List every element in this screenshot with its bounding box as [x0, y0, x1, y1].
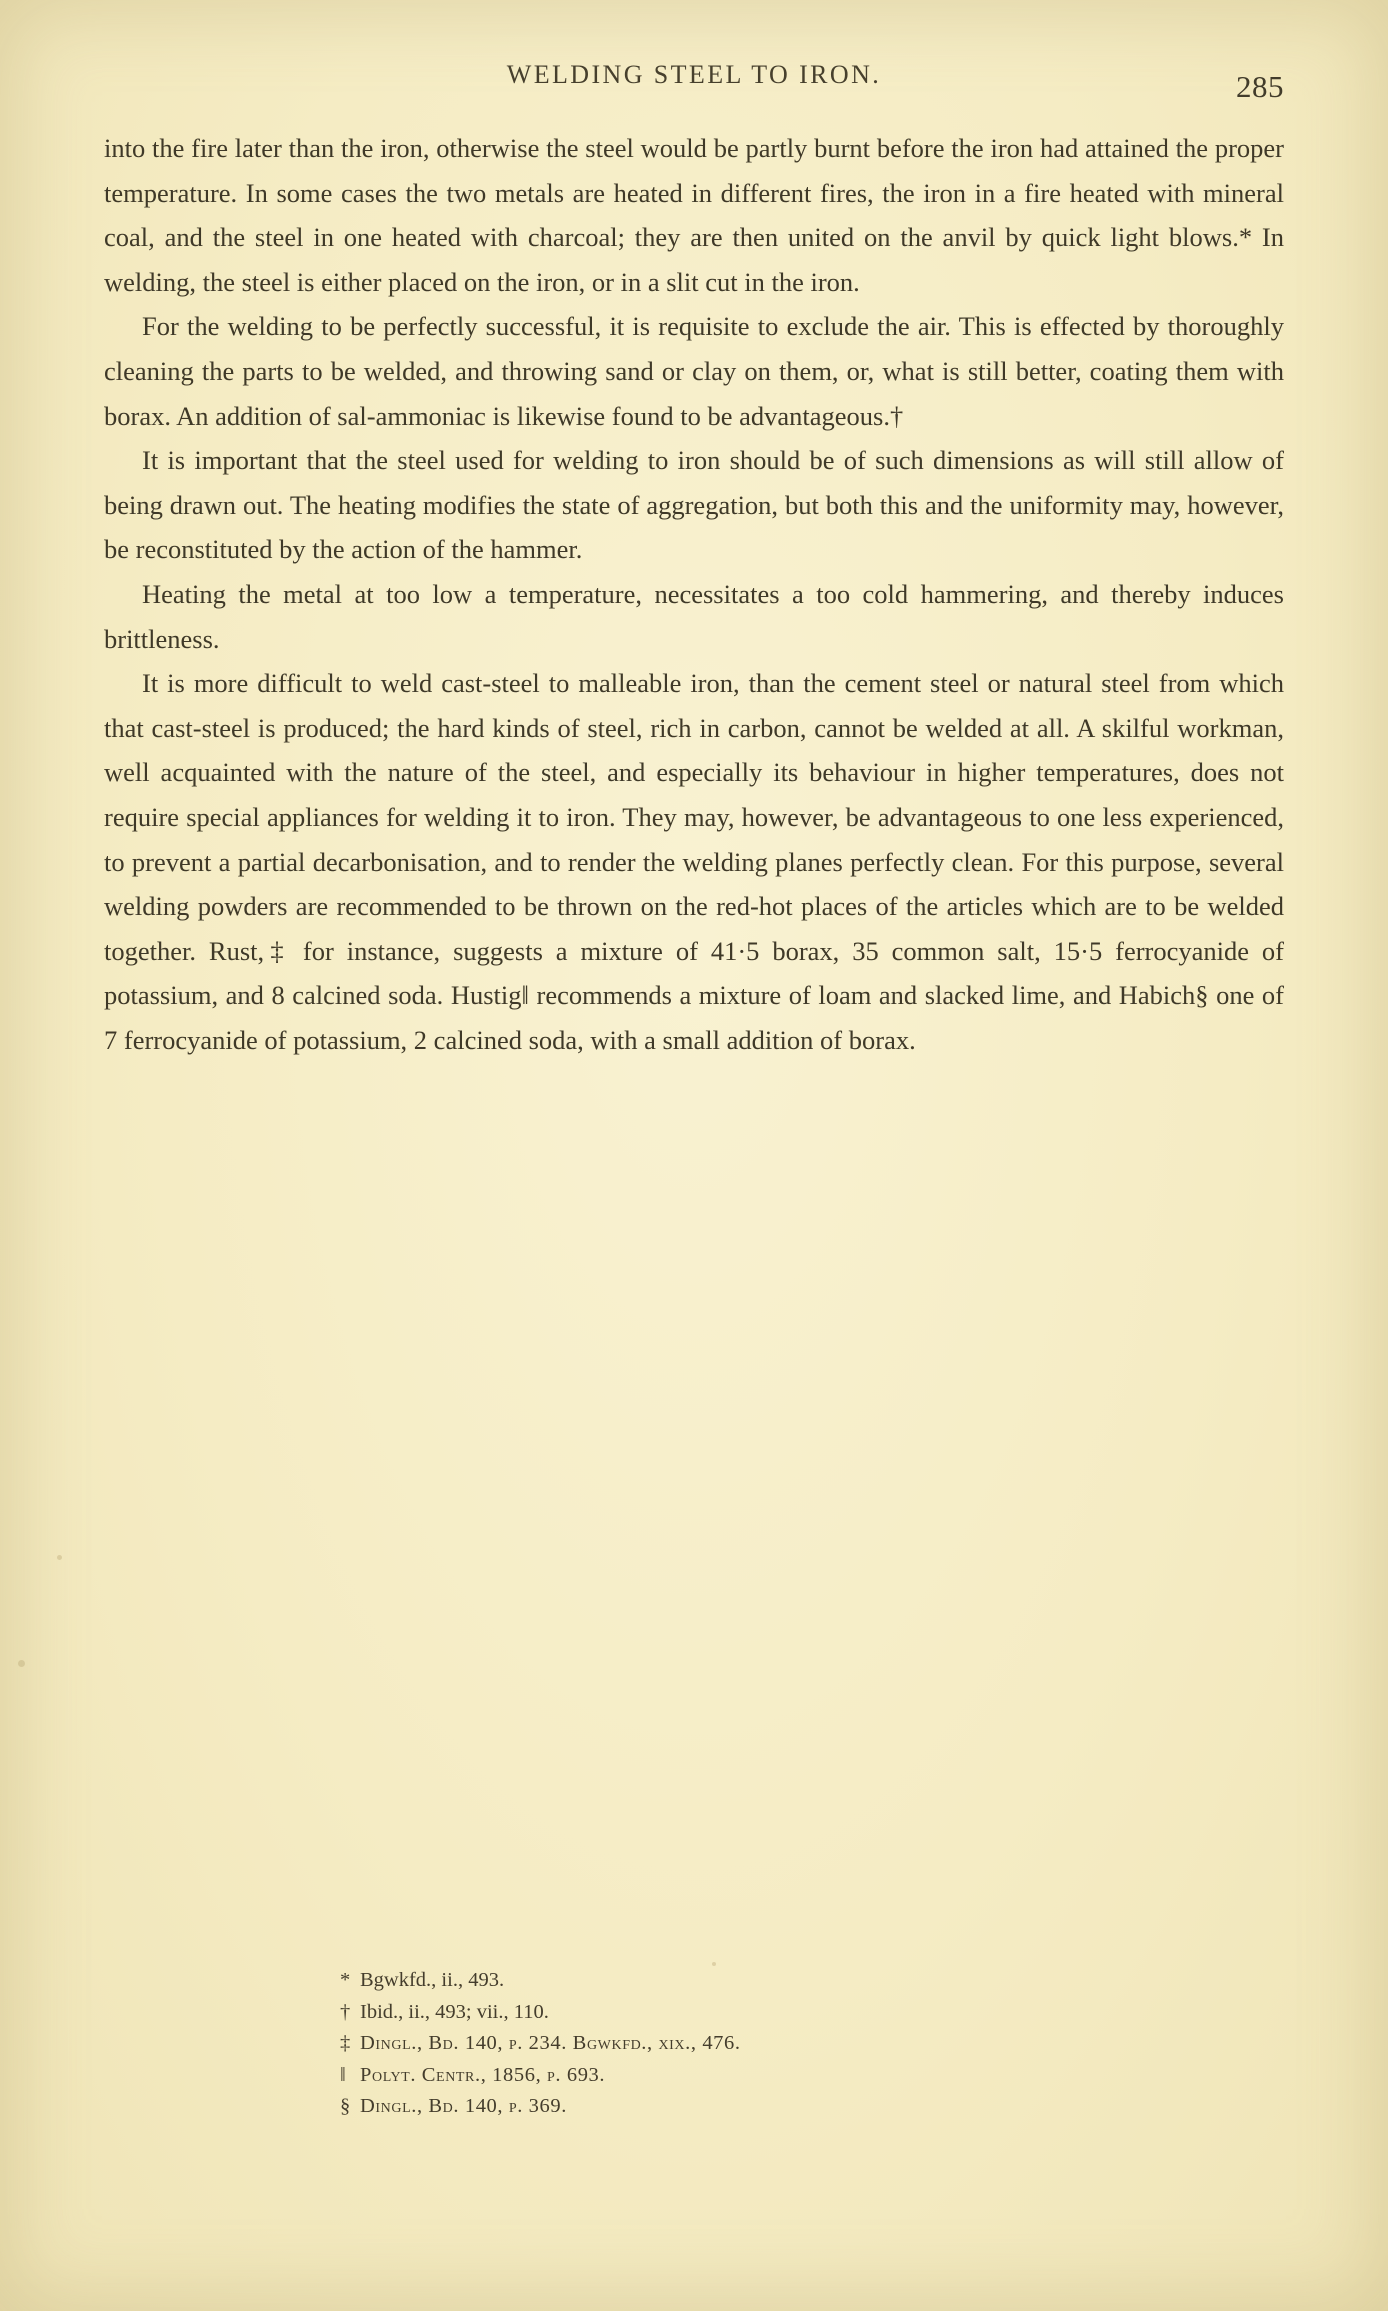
- footnote-marker: §: [340, 2095, 351, 2117]
- footnote-marker: *: [340, 1969, 351, 1991]
- footnote-item: [340, 2060, 1200, 2092]
- footnote-text: Ibid., ii., 493; vii., 110.: [360, 2000, 549, 2023]
- footnote-item: [340, 1965, 1200, 1997]
- paragraph: It is more difficult to weld cast-steel to malleable iron, than the cement steel or natural steel from which that cast-steel is produced; the hard kinds of steel, rich in carbon, cannot be welded at all. A skilful workman, well acquainted with the nature of the steel, and especially its behaviour in higher temperatures, does not require special appliances for welding it to iron. They may, however, be advantageous to one less experienced, to prevent a partial decarbonisation, and to render the welding planes perfectly clean. For this purpose, several welding powders are recommended to be thrown on the red-hot places of the articles which are to be welded together. Rust,‡ for instance, suggests a mixture of 41·5 borax, 35 common salt, 15·5 ferrocyanide of potassium, and 8 calcined soda. Hustig‖ recommends a mixture of loam and slacked lime, and Habich§ one of 7 ferrocyanide of potassium, 2 calcined soda, with a small addition of borax.: [104, 668, 1284, 1055]
- body-text: [104, 126, 1284, 1062]
- page-content: [104, 60, 1284, 1062]
- footnote-text: Dingl., Bd. 140, p. 369.: [360, 2095, 567, 2117]
- page-header: [104, 60, 1284, 106]
- paper-speck: [18, 1660, 25, 1667]
- footnote-item: [340, 1997, 1200, 2029]
- paragraph: For the welding to be perfectly successful, it is requisite to exclude the air. This is effected by thoroughly cleaning the parts to be welded, and throwing sand or clay on them, or, what is still better, coating them with borax. An addition of sal-ammoniac is likewise found to be advantageous.†: [104, 311, 1284, 431]
- footnote-marker: †: [340, 2000, 351, 2023]
- footnote-item: [340, 2028, 1200, 2060]
- paragraph: It is important that the steel used for welding to iron should be of such dimensions as will still allow of being drawn out. The heating modifies the state of aggregation, but both this and the uniformity may, however, be reconstituted by the action of the hammer.: [104, 445, 1284, 565]
- footnote-text: Polyt. Centr., 1856, p. 693.: [360, 2063, 606, 2086]
- page-number: 285: [1236, 69, 1284, 104]
- running-title: WELDING STEEL TO IRON.: [506, 60, 882, 89]
- footnote-item: [340, 2091, 1200, 2123]
- footnotes: [340, 1965, 1200, 2123]
- footnote-text: Dingl., Bd. 140, p. 234. Bgwkfd., xix., 476.: [360, 2032, 741, 2054]
- paragraph: Heating the metal at too low a temperature, necessitates a too cold hammering, and thereby induces brittleness.: [104, 578, 1284, 654]
- paper-speck: [57, 1555, 62, 1560]
- footnote-marker: ‡: [340, 2032, 351, 2054]
- footnote-marker: ‖: [340, 2063, 346, 2086]
- footnote-text: Bgwkfd., ii., 493.: [360, 1969, 505, 1991]
- paragraph: into the fire later than the iron, otherwise the steel would be partly burnt before the iron had attained the proper temperature. In some cases the two metals are heated in different fires, the iron in a fire heated with mineral coal, and the steel in one heated with charcoal; they are then united on the anvil by quick light blows.* In welding, the steel is either placed on the iron, or in a slit cut in the iron.: [104, 133, 1284, 297]
